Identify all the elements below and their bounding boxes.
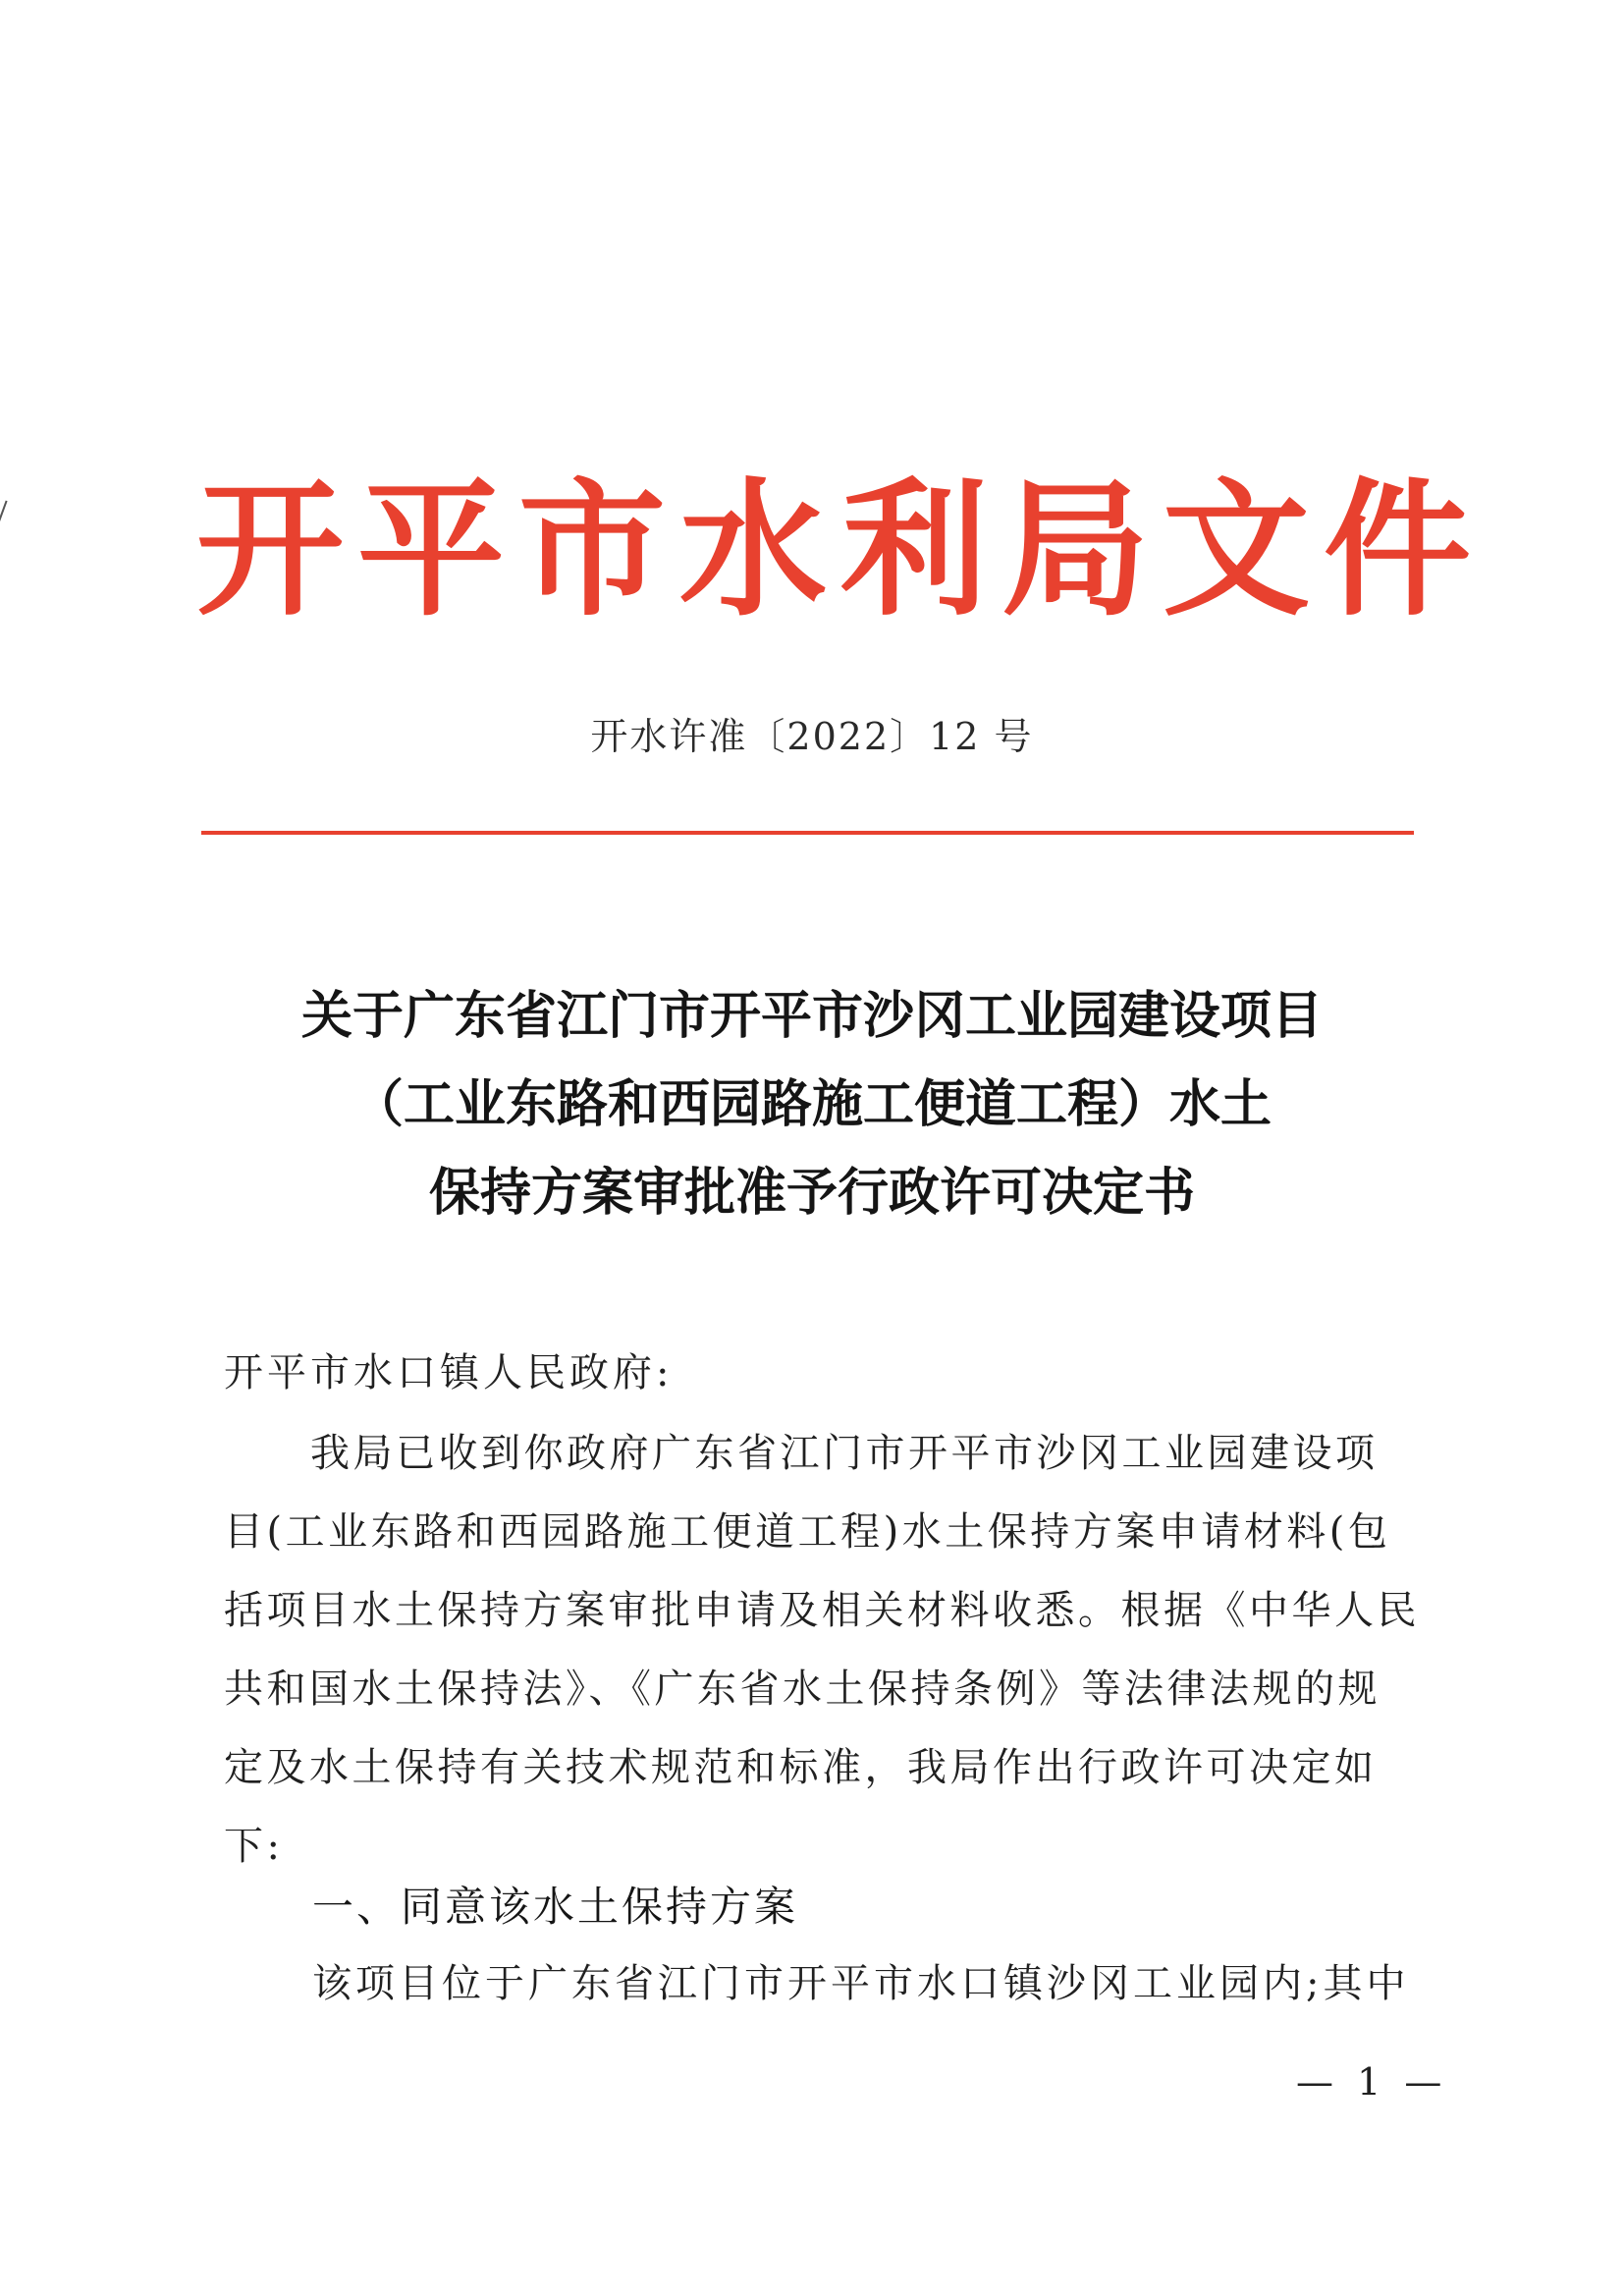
paragraph-line-2: 目(工业东路和西园路施工便道工程)水土保持方案申请材料(包 <box>224 1509 1391 1555</box>
title-line-2: （工业东路和西园路施工便道工程）水土 <box>352 1074 1272 1134</box>
paragraph-line-4: 共和国水土保持法》、《广东省水土保持条例》等法律法规的规 <box>224 1667 1380 1712</box>
recipient: 开平市水口镇人民政府: <box>224 1350 674 1395</box>
section-heading: 一、同意该水土保持方案 <box>312 1883 799 1931</box>
org-header-title: 开平市水利局文件 <box>196 464 1486 636</box>
paragraph-line-1: 我局已收到你政府广东省江门市开平市沙冈工业园建设项 <box>310 1431 1379 1476</box>
title-line-1: 关于广东省江门市开平市沙冈工业园建设项目 <box>300 986 1323 1046</box>
paragraph-line-3: 括项目水土保持方案审批申请及相关材料收悉。根据《中华人民 <box>224 1588 1420 1633</box>
page-number: — 1 — <box>1296 2060 1448 2104</box>
paragraph-line-6: 下: <box>224 1824 284 1869</box>
scan-edge-mark <box>0 501 13 533</box>
title-line-3: 保持方案审批准予行政许可决定书 <box>428 1163 1195 1223</box>
paragraph-line-5: 定及水土保持有关技术规范和标准，我局作出行政许可决定如 <box>224 1745 1378 1790</box>
document-number: 开水许准〔2022〕12 号 <box>590 715 1034 758</box>
document-title <box>196 972 1428 1237</box>
body-paragraph <box>224 1414 1432 1886</box>
section-text: 该项目位于广东省江门市开平市水口镇沙冈工业园内;其中 <box>312 1961 1410 2006</box>
red-divider <box>201 831 1414 835</box>
